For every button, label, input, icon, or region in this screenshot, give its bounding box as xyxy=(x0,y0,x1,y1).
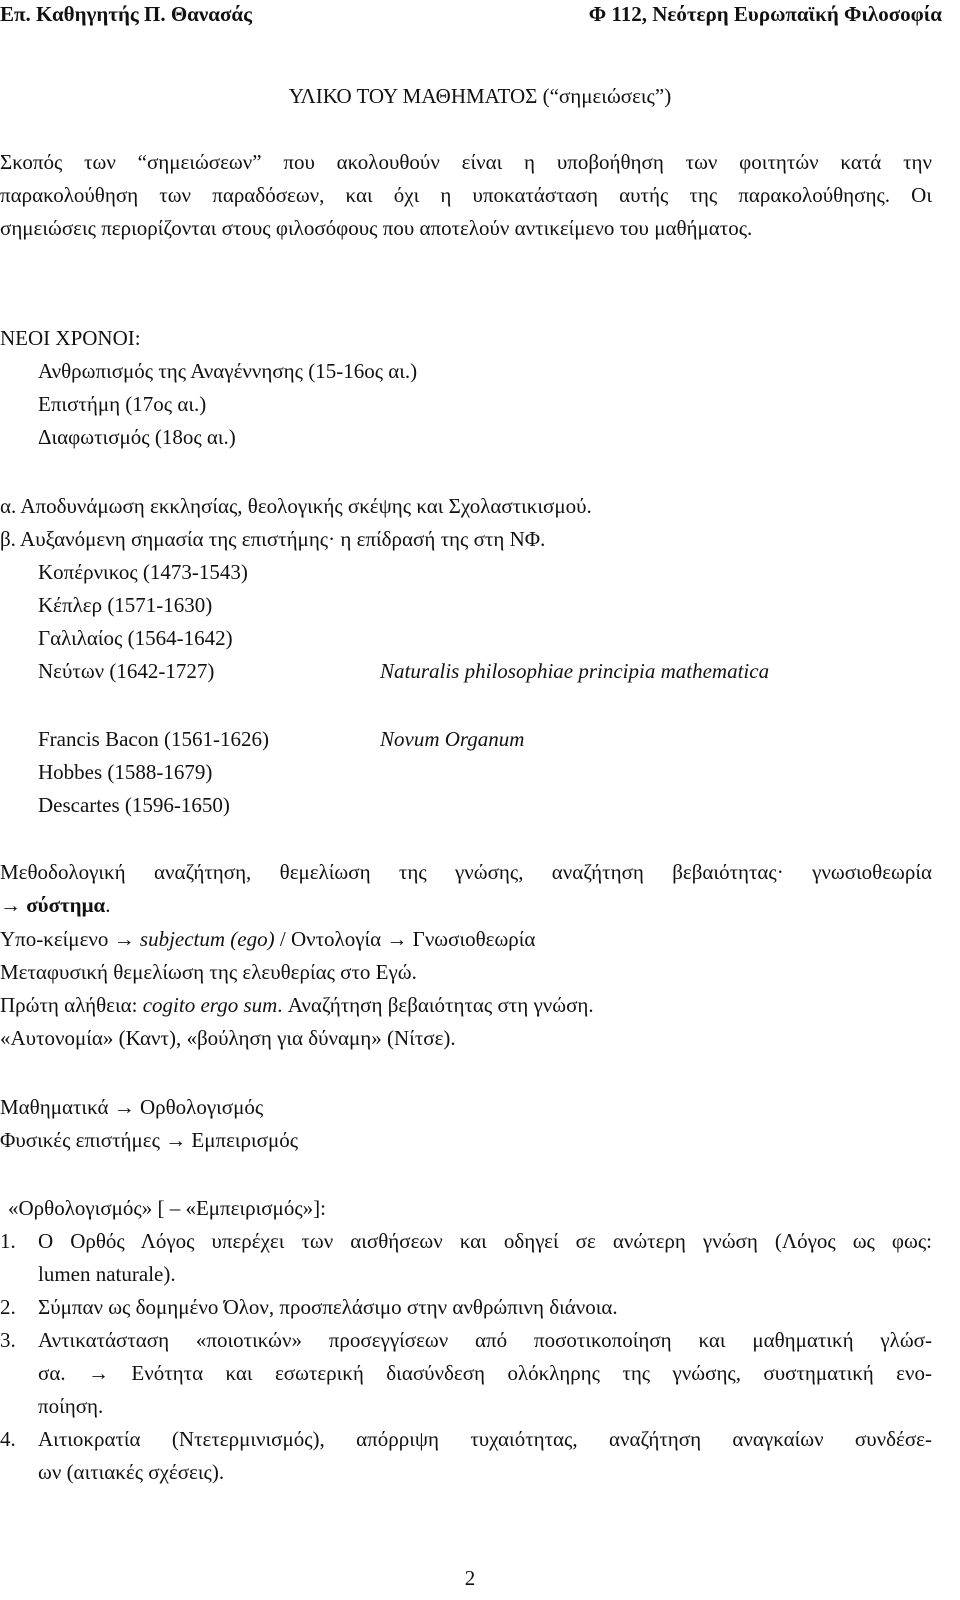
philosopher-name: Francis Bacon (1561-1626) xyxy=(38,727,269,751)
scientist-name: Γαλιλαίος (1564-1642) xyxy=(38,626,233,650)
list-item-3-line-1: Αντικατάσταση «ποιοτικών» προσεγγίσεων από ποσοτικοποίηση και μαθηματική γλώσ- xyxy=(38,1328,932,1352)
epistemology-term: Γνωσιοθεωρία xyxy=(407,927,536,951)
philosopher-name: Hobbes (1588-1679) xyxy=(38,760,213,784)
modern-item: Επιστήμη (17ος αι.) xyxy=(38,392,207,416)
metaphysics-line: Μεταφυσική θεμελίωση της ελευθερίας στο Εγώ. xyxy=(0,960,417,984)
autonomy-line: «Αυτονομία» (Καντ), «βούληση για δύναμη» (Νίτσε). xyxy=(0,1026,456,1050)
list-item-1-line-1: Ο Ορθός Λόγος υπερέχει των αισθήσεων και οδηγεί σε ανώτερη γνώση (Λόγος ως φως: xyxy=(38,1229,932,1253)
list-item-1-line-2: lumen naturale). xyxy=(38,1262,176,1286)
rationalism-heading: «Ορθολογισμός» [ – «Εμπειρισμός»]: xyxy=(8,1196,326,1220)
arrow-right-icon: → xyxy=(113,927,135,951)
list-item-4-line-2: ων (αιτιακές σχέσεις). xyxy=(38,1460,225,1484)
page-number: 2 xyxy=(464,1566,476,1590)
ontology-term: / Οντολογία xyxy=(274,927,387,951)
intro-line-1: Σκοπός των “σημειώσεων” που ακολουθούν είναι η υποβοήθηση των φοιτητών κατά την xyxy=(0,150,932,174)
arrow-right-icon: → xyxy=(113,1095,135,1119)
subject-term: Υπο-κείμενο xyxy=(0,927,109,951)
modern-item: Διαφωτισμός (18ος αι.) xyxy=(38,425,236,449)
pair-left: Μαθηματικά xyxy=(0,1095,114,1119)
header-author: Επ. Καθηγητής Π. Θανασάς xyxy=(0,2,253,26)
cogito-term: cogito ergo sum xyxy=(142,993,278,1017)
method-line-2 xyxy=(0,895,110,916)
scientist-name: Κοπέρνικος (1473-1543) xyxy=(38,560,248,584)
list-item-3-start: σα. xyxy=(38,1361,88,1385)
subject-line xyxy=(0,929,535,950)
modern-heading: ΝΕΟΙ ΧΡΟΝΟΙ: xyxy=(0,326,141,350)
list-number: 1. xyxy=(0,1229,16,1253)
arrow-right-icon: → xyxy=(87,1361,109,1385)
pair-right: Εμπειρισμός xyxy=(186,1128,299,1152)
point-b: β. Αυξανόμενη σημασία της επιστήμης· η επίδρασή της στη ΝΦ. xyxy=(0,527,546,551)
list-item-3-line-3: ποίηση. xyxy=(38,1394,104,1418)
pair-left: Φυσικές επιστήμες xyxy=(0,1128,166,1152)
scientist-name: Νεύτων (1642-1727) xyxy=(38,659,215,683)
list-number: 3. xyxy=(0,1328,16,1352)
list-item-2-line-1: Σύμπαν ως δομημένο Όλον, προσπελάσιμο στην ανθρώπινη διάνοια. xyxy=(38,1295,618,1319)
modern-item: Ανθρωπισμός της Αναγέννησης (15-16ος αι.) xyxy=(38,359,418,383)
list-number: 2. xyxy=(0,1295,16,1319)
first-truth-rest: . Αναζήτηση βεβαιότητας στη γνώση. xyxy=(277,993,594,1017)
arrow-right-icon: → xyxy=(0,893,21,917)
list-number: 4. xyxy=(0,1427,16,1451)
first-truth-label: Πρώτη αλήθεια: xyxy=(0,993,143,1017)
intro-line-2: παρακολούθηση των παραδόσεων, και όχι η υποκατάσταση αυτής της παρακολούθησης. Οι xyxy=(0,183,932,207)
point-a: α. Αποδυνάμωση εκκλησίας, θεολογικής σκέψης και Σχολαστικισμού. xyxy=(0,494,592,518)
arrow-right-icon: → xyxy=(386,927,408,951)
intro-line-3: σημειώσεις περιορίζονται στους φιλοσόφους που αποτελούν αντικείμενο του μαθήματος. xyxy=(0,216,753,240)
list-item-3-rest: Ενότητα και εσωτερική διασύνδεση ολόκληρης της γνώσης, συστηματική ενο- xyxy=(108,1361,932,1385)
philosopher-work: Novum Organum xyxy=(380,727,525,751)
header-course: Φ 112, Νεότερη Ευρωπαϊκή Φιλοσοφία xyxy=(588,2,942,26)
method-line-1: Μεθοδολογική αναζήτηση, θεμελίωση της γνώσης, αναζήτηση βεβαιότητας· γνωσιοθεωρία xyxy=(0,860,932,884)
pair-line xyxy=(0,1097,263,1118)
scientist-name: Κέπλερ (1571-1630) xyxy=(38,593,213,617)
philosopher-name: Descartes (1596-1650) xyxy=(38,793,230,817)
list-item-3-line-2 xyxy=(38,1363,932,1384)
arrow-right-icon: → xyxy=(165,1128,187,1152)
page-title: ΥΛΙΚΟ ΤΟΥ ΜΑΘΗΜΑΤΟΣ (“σημειώσεις”) xyxy=(288,84,672,108)
list-item-4-line-1: Αιτιοκρατία (Ντετερμινισμός), απόρριψη τυχαιότητας, αναζήτηση αναγκαίων συνδέσε- xyxy=(38,1427,932,1451)
scientist-work: Naturalis philosophiae principia mathematica xyxy=(380,659,770,683)
pair-line xyxy=(0,1130,298,1151)
system-term: σύστημα xyxy=(26,893,106,917)
method-period: . xyxy=(105,893,111,917)
first-truth-line xyxy=(0,995,594,1016)
pair-right: Ορθολογισμός xyxy=(134,1095,264,1119)
subjectum-term: subjectum (ego) xyxy=(139,927,275,951)
